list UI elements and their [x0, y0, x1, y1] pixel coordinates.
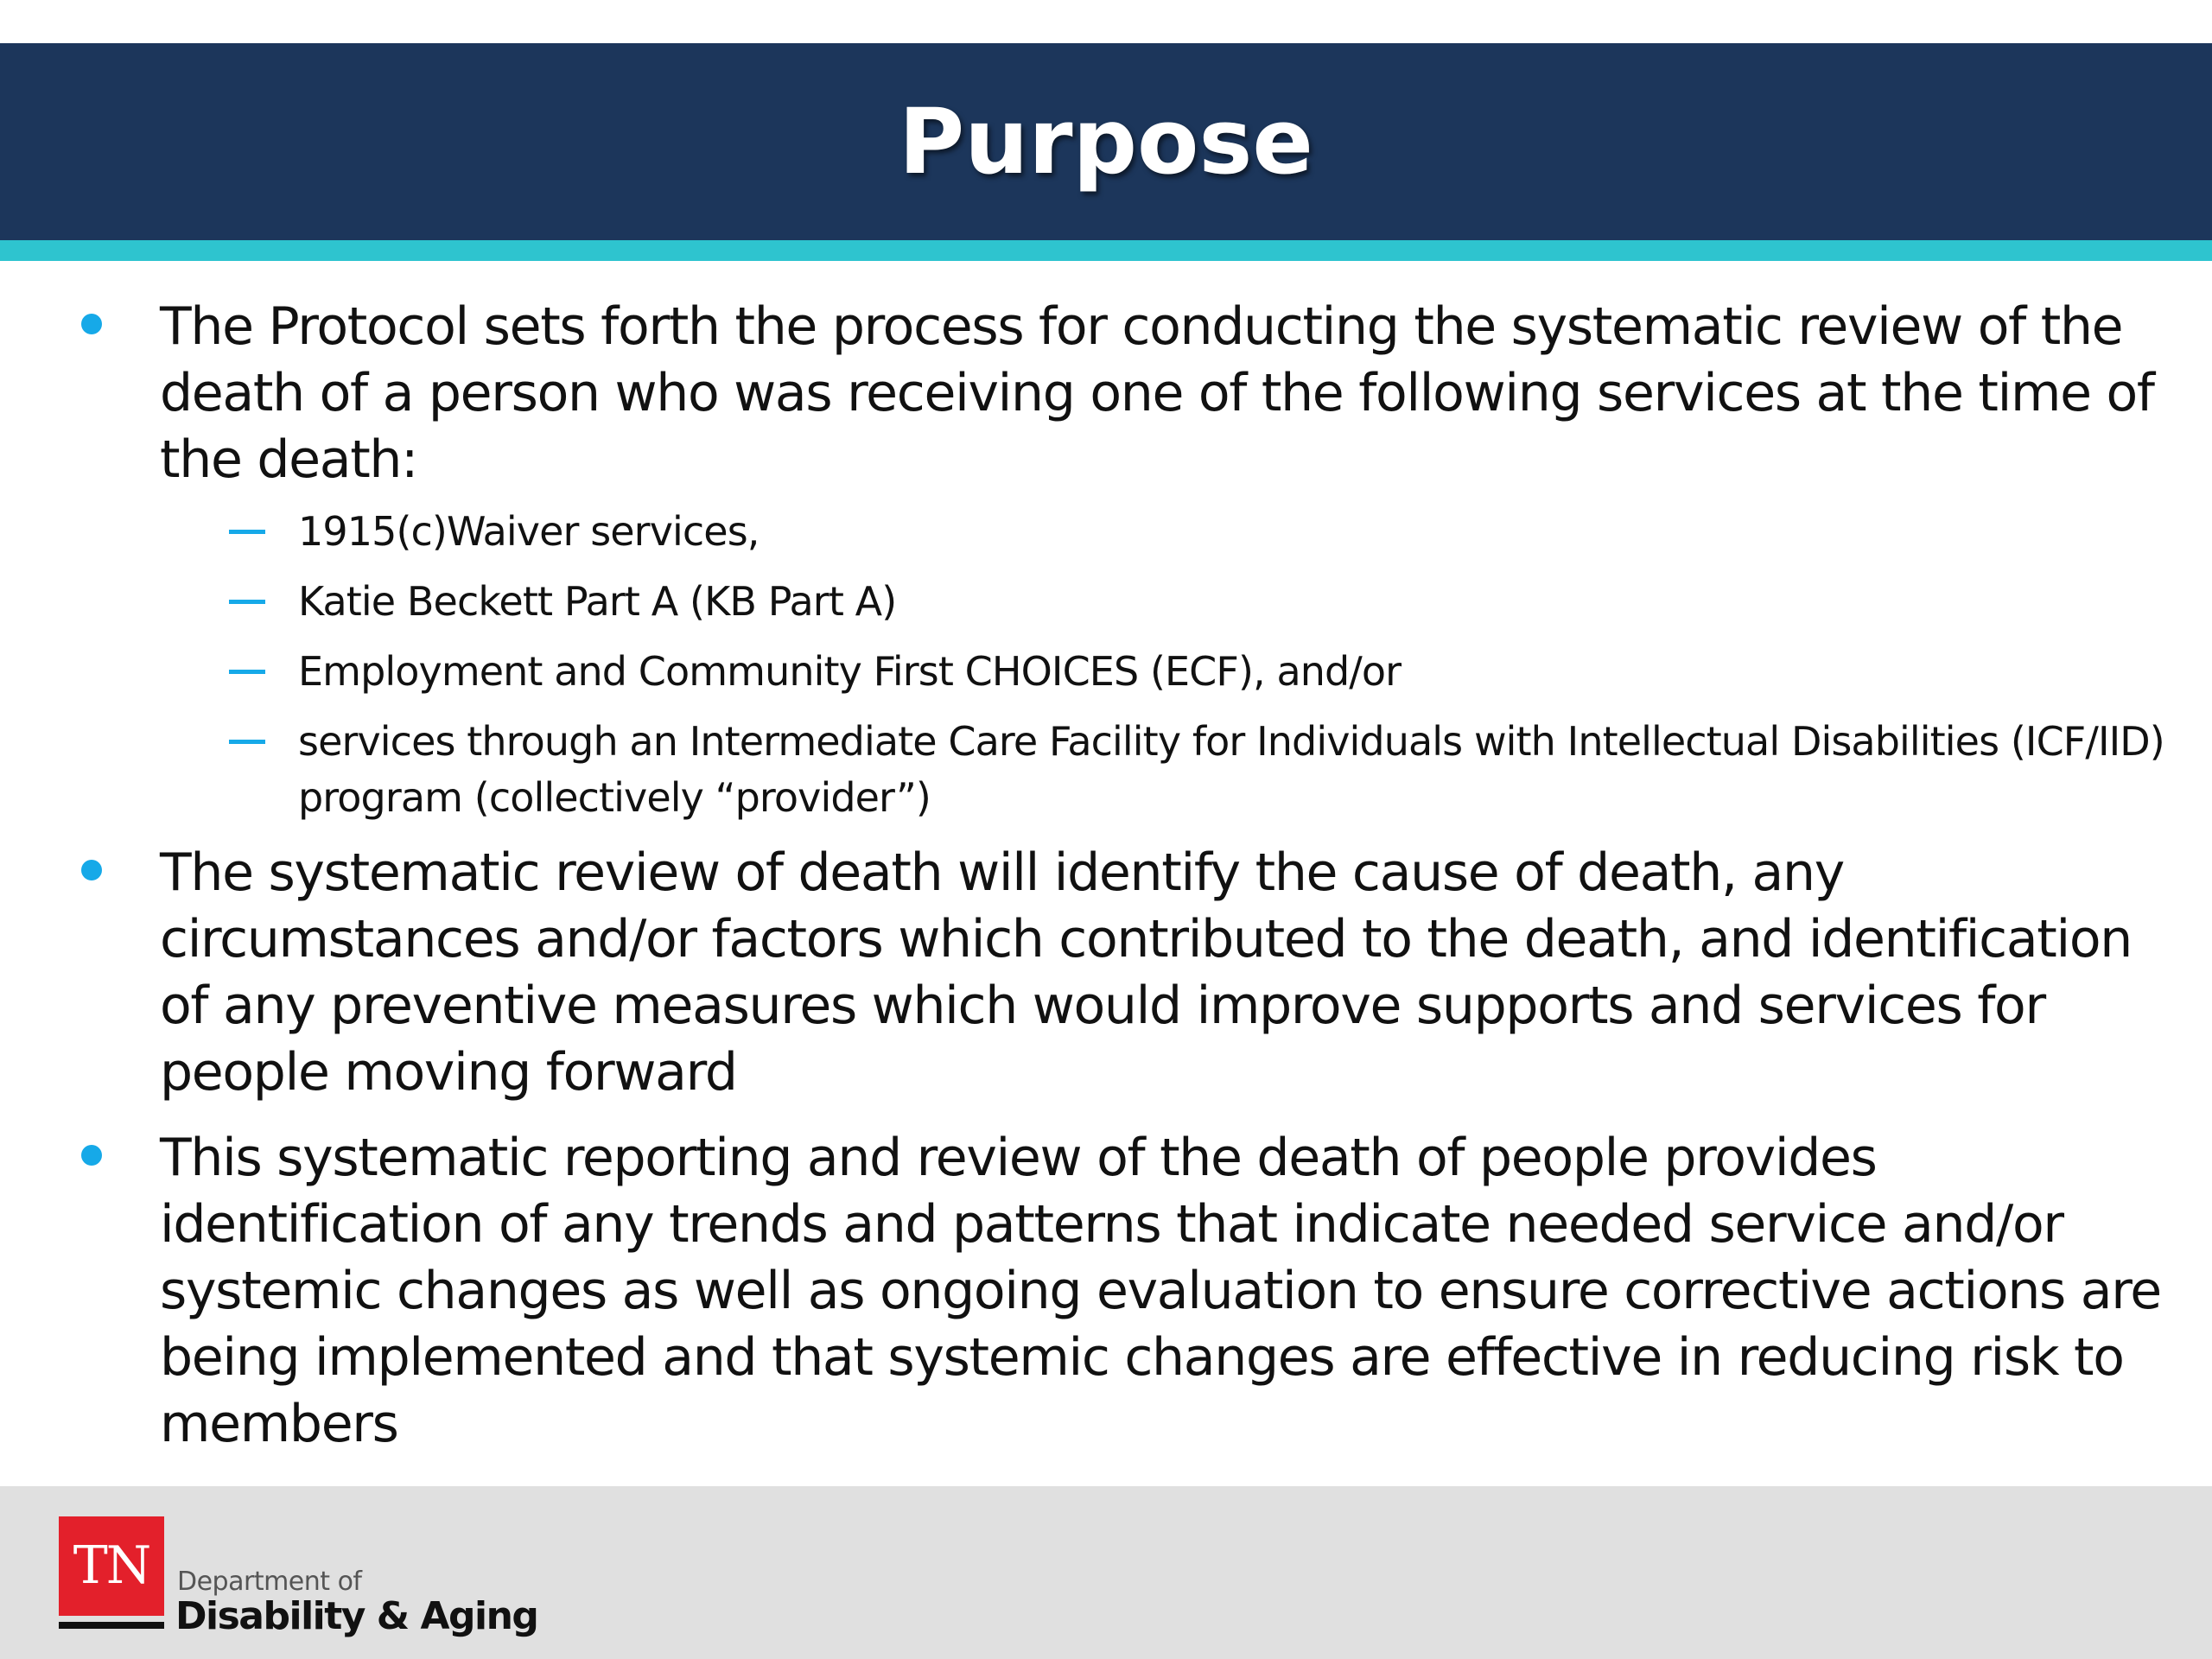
bullet-item [0, 840, 2212, 1106]
department-line: Department of [177, 1567, 362, 1597]
bullet-item [0, 1125, 2212, 1458]
sub-list-item [0, 574, 2212, 630]
dash-icon [229, 600, 265, 604]
title-accent-stripe [0, 240, 2212, 261]
sub-list-item [0, 504, 2212, 560]
bullet-item [0, 294, 2212, 493]
dash-icon [229, 670, 265, 674]
bullet-text: This systematic reporting and review of the death of people provides identification of any trends and patterns that indicate needed service and/or systemic changes as well as ongoing evaluation to ensure corrective actions are being implemented and that systemic changes are effective in reducing risk to members [160, 1128, 2161, 1454]
sub-item-text: services through an Intermediate Care Facility for Individuals with Intellectual Disabilities (ICF/IID) program (collectively “provider”) [298, 718, 2164, 821]
bullet-text: The systematic review of death will identify the cause of death, any circumstances and/or factors which contributed to the death, and identification of any preventive measures which would improve supports and services for people moving forward [160, 842, 2133, 1103]
dash-icon [229, 530, 265, 534]
bullet-text: The Protocol sets forth the process for conducting the systematic review of the death of a person who was receiving one of the following services at the time of the death: [160, 296, 2154, 490]
sub-list-item [0, 714, 2212, 826]
department-name: Disability & Aging [175, 1594, 538, 1638]
bullet-icon [81, 1145, 102, 1166]
sub-list-item [0, 644, 2212, 700]
sub-list [0, 504, 2212, 826]
dash-icon [229, 740, 265, 744]
slide-content [0, 294, 2212, 1458]
sub-item-text: 1915(c)Waiver services, [298, 508, 760, 555]
slide-title: Purpose [899, 89, 1313, 194]
sub-item-text: Katie Beckett Part A (KB Part A) [298, 578, 897, 625]
department-logo [59, 1516, 538, 1646]
bullet-icon [81, 860, 102, 880]
bullet-icon [81, 314, 102, 334]
logo-underline [59, 1622, 164, 1629]
sub-item-text: Employment and Community First CHOICES (ECF), and/or [298, 648, 1402, 695]
tn-logo-mark: TN [73, 1535, 150, 1596]
